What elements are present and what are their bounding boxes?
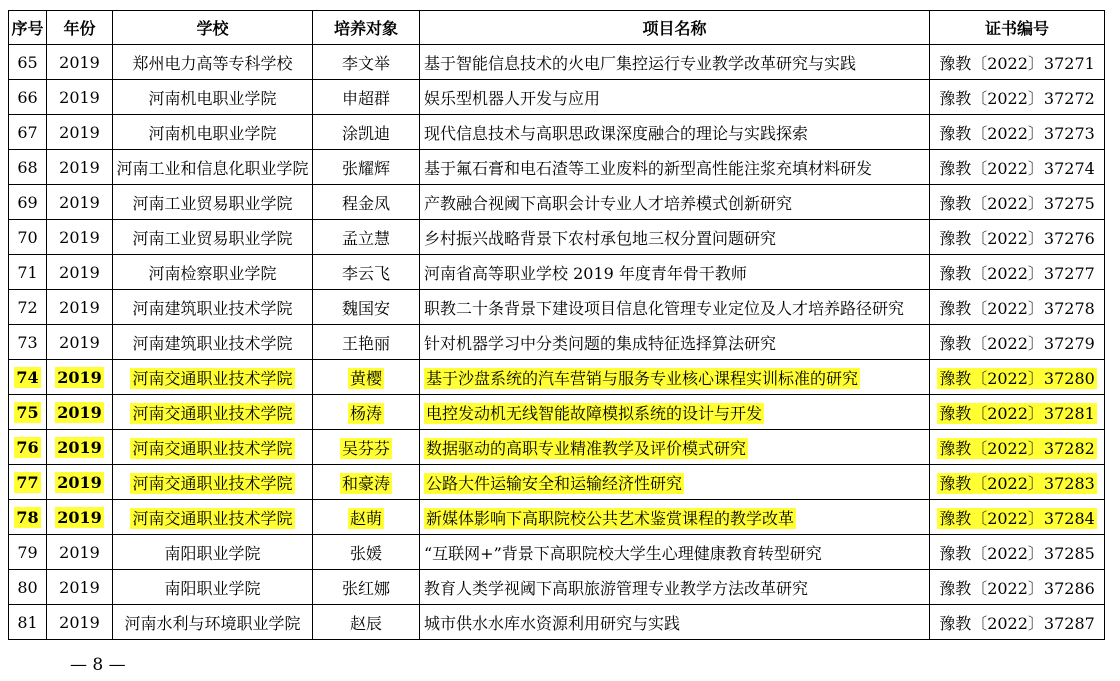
cell-year-text: 2019 <box>57 367 102 387</box>
cell-school <box>113 430 313 465</box>
cell-person-text: 王艳丽 <box>341 333 390 353</box>
table-row <box>9 290 1105 325</box>
cell-school <box>113 255 313 290</box>
cell-year-text: 2019 <box>59 612 100 632</box>
cell-project-text: 基于沙盘系统的汽车营销与服务专业核心课程实训标准的研究 <box>426 368 859 388</box>
cell-person-text: 程金凤 <box>341 193 390 213</box>
cell-index-text: 76 <box>16 437 39 457</box>
cell-year <box>47 500 113 535</box>
cell-index-text: 65 <box>17 52 38 72</box>
header-index: 序号 <box>9 11 47 45</box>
cell-certificate-text: 豫教〔2022〕37285 <box>939 543 1095 563</box>
cell-person <box>313 535 420 570</box>
cell-index <box>9 220 47 255</box>
cell-index <box>9 150 47 185</box>
cell-school <box>113 500 313 535</box>
cell-school-text: 河南交通职业技术学院 <box>132 438 293 458</box>
cell-certificate-text: 豫教〔2022〕37272 <box>939 88 1095 108</box>
cell-person <box>313 45 420 80</box>
cell-person-text: 张红娜 <box>341 578 390 598</box>
cell-year <box>47 535 113 570</box>
header-certificate: 证书编号 <box>930 11 1105 45</box>
table-row <box>9 325 1105 360</box>
cell-person-text: 黄樱 <box>349 368 382 388</box>
cell-year-text: 2019 <box>59 542 100 562</box>
cell-school-text: 南阳职业学院 <box>164 543 261 563</box>
cell-year <box>47 290 113 325</box>
cell-person-text: 赵萌 <box>349 508 382 528</box>
cell-person <box>313 605 420 640</box>
cell-school <box>113 220 313 255</box>
cell-index <box>9 80 47 115</box>
page-number: — 8 — <box>70 655 126 675</box>
table-row <box>9 360 1105 395</box>
cell-certificate <box>930 325 1105 360</box>
cell-year-text: 2019 <box>59 577 100 597</box>
cell-certificate <box>930 220 1105 255</box>
cell-year-text: 2019 <box>59 227 100 247</box>
cell-project-text: 乡村振兴战略背景下农村承包地三权分置问题研究 <box>424 228 777 248</box>
cell-certificate-text: 豫教〔2022〕37273 <box>939 123 1095 143</box>
cell-certificate <box>930 290 1105 325</box>
cell-person-text: 张媛 <box>349 543 382 563</box>
cell-certificate <box>930 465 1105 500</box>
cell-certificate <box>930 430 1105 465</box>
cell-year <box>47 465 113 500</box>
cell-certificate-text: 豫教〔2022〕37286 <box>939 578 1095 598</box>
cell-year-text: 2019 <box>59 192 100 212</box>
cell-index <box>9 465 47 500</box>
cell-project <box>420 430 930 465</box>
cell-index <box>9 290 47 325</box>
cell-certificate <box>930 255 1105 290</box>
cell-certificate-text: 豫教〔2022〕37283 <box>939 473 1095 493</box>
cell-index-text: 73 <box>17 332 38 352</box>
cell-school-text: 河南机电职业学院 <box>148 88 277 108</box>
table-row <box>9 45 1105 80</box>
cell-person-text: 李云飞 <box>341 263 390 283</box>
cell-index <box>9 570 47 605</box>
cell-person <box>313 150 420 185</box>
cell-project-text: 河南省高等职业学校 2019 年度青年骨干教师 <box>424 263 747 283</box>
cell-person <box>313 80 420 115</box>
cell-certificate <box>930 535 1105 570</box>
cell-certificate <box>930 185 1105 220</box>
cell-project-text: 针对机器学习中分类问题的集成特征选择算法研究 <box>424 333 777 353</box>
cell-index-text: 70 <box>17 227 38 247</box>
cell-school <box>113 80 313 115</box>
cell-certificate-text: 豫教〔2022〕37284 <box>939 508 1095 528</box>
cell-certificate-text: 豫教〔2022〕37281 <box>939 403 1095 423</box>
cell-project <box>420 570 930 605</box>
cell-index-text: 80 <box>17 577 38 597</box>
cell-certificate <box>930 395 1105 430</box>
cell-index <box>9 360 47 395</box>
table-row <box>9 255 1105 290</box>
cell-year <box>47 150 113 185</box>
table-row <box>9 465 1105 500</box>
cell-certificate-text: 豫教〔2022〕37279 <box>939 333 1095 353</box>
cell-certificate <box>930 605 1105 640</box>
cell-person-text: 张耀辉 <box>341 158 390 178</box>
cell-year <box>47 605 113 640</box>
cell-index <box>9 500 47 535</box>
cell-school-text: 郑州电力高等专科学校 <box>132 53 293 73</box>
cell-school-text: 河南交通职业技术学院 <box>132 508 293 528</box>
cell-index-text: 68 <box>17 157 38 177</box>
cell-person <box>313 395 420 430</box>
cell-person <box>313 220 420 255</box>
cell-project <box>420 255 930 290</box>
cell-year-text: 2019 <box>59 332 100 352</box>
cell-person <box>313 115 420 150</box>
cell-certificate <box>930 360 1105 395</box>
cell-person-text: 魏国安 <box>341 298 390 318</box>
cell-index-text: 75 <box>16 402 39 422</box>
cell-certificate <box>930 570 1105 605</box>
cell-project-text: 新媒体影响下高职院校公共艺术鉴赏课程的教学改革 <box>426 508 795 528</box>
table-row <box>9 535 1105 570</box>
cell-project <box>420 220 930 255</box>
cell-school-text: 河南工业贸易职业学院 <box>132 193 293 213</box>
cell-person <box>313 185 420 220</box>
header-year: 年份 <box>47 11 113 45</box>
cell-project <box>420 605 930 640</box>
cell-year-text: 2019 <box>59 262 100 282</box>
cell-project <box>420 395 930 430</box>
cell-certificate-text: 豫教〔2022〕37287 <box>939 613 1095 633</box>
cell-index-text: 67 <box>17 122 38 142</box>
cell-school <box>113 360 313 395</box>
cell-person <box>313 570 420 605</box>
table-row <box>9 605 1105 640</box>
cell-school <box>113 395 313 430</box>
cell-person <box>313 360 420 395</box>
table-body <box>9 45 1105 640</box>
cell-project <box>420 325 930 360</box>
cell-project <box>420 185 930 220</box>
header-person: 培养对象 <box>313 11 420 45</box>
cell-school <box>113 325 313 360</box>
cell-index <box>9 185 47 220</box>
cell-person <box>313 500 420 535</box>
cell-year-text: 2019 <box>59 157 100 177</box>
cell-project <box>420 500 930 535</box>
cell-school <box>113 570 313 605</box>
cell-school-text: 河南检察职业学院 <box>148 263 277 283</box>
cell-year <box>47 430 113 465</box>
cell-year <box>47 325 113 360</box>
cell-index-text: 66 <box>17 87 38 107</box>
cell-index <box>9 325 47 360</box>
table-row <box>9 500 1105 535</box>
cell-project-text: 公路大件运输安全和运输经济性研究 <box>426 473 683 493</box>
cell-person <box>313 325 420 360</box>
header-school: 学校 <box>113 11 313 45</box>
cell-index-text: 81 <box>17 612 38 632</box>
cell-certificate-text: 豫教〔2022〕37274 <box>939 158 1095 178</box>
cell-project <box>420 150 930 185</box>
cell-person-text: 杨涛 <box>349 403 382 423</box>
table-row <box>9 430 1105 465</box>
table-row <box>9 115 1105 150</box>
cell-index <box>9 535 47 570</box>
cell-school-text: 南阳职业学院 <box>164 578 261 598</box>
cell-index-text: 72 <box>17 297 38 317</box>
cell-index <box>9 255 47 290</box>
cell-person-text: 吴芬芬 <box>341 438 390 458</box>
cell-index <box>9 115 47 150</box>
table-row <box>9 185 1105 220</box>
table-row <box>9 395 1105 430</box>
cell-year <box>47 185 113 220</box>
cell-year <box>47 360 113 395</box>
cell-project-text: 产教融合视阈下高职会计专业人才培养模式创新研究 <box>424 193 793 213</box>
cell-year <box>47 570 113 605</box>
cell-certificate-text: 豫教〔2022〕37282 <box>939 438 1095 458</box>
cell-year <box>47 80 113 115</box>
cell-school <box>113 605 313 640</box>
cell-year-text: 2019 <box>59 52 100 72</box>
project-table <box>8 10 1105 640</box>
cell-project-text: 教育人类学视阈下高职旅游管理专业教学方法改革研究 <box>424 578 809 598</box>
cell-certificate-text: 豫教〔2022〕37280 <box>939 368 1095 388</box>
cell-project-text: 职教二十条背景下建设项目信息化管理专业定位及人才培养路径研究 <box>424 298 905 318</box>
cell-project-text: 现代信息技术与高职思政课深度融合的理论与实践探索 <box>424 123 809 143</box>
cell-year <box>47 255 113 290</box>
cell-project-text: 基于氟石膏和电石渣等工业废料的新型高性能注浆充填材料研发 <box>424 158 873 178</box>
cell-project-text: 数据驱动的高职专业精准教学及评价模式研究 <box>426 438 747 458</box>
header-project: 项目名称 <box>420 11 930 45</box>
cell-certificate-text: 豫教〔2022〕37276 <box>939 228 1095 248</box>
cell-school-text: 河南交通职业技术学院 <box>132 473 293 493</box>
cell-school <box>113 465 313 500</box>
cell-project-text: 基于智能信息技术的火电厂集控运行专业教学改革研究与实践 <box>424 53 857 73</box>
cell-index-text: 79 <box>17 542 38 562</box>
cell-school <box>113 290 313 325</box>
cell-year-text: 2019 <box>57 472 102 492</box>
cell-index <box>9 45 47 80</box>
table-row <box>9 570 1105 605</box>
cell-person-text: 孟立慧 <box>341 228 390 248</box>
cell-certificate <box>930 150 1105 185</box>
cell-project <box>420 115 930 150</box>
cell-school <box>113 115 313 150</box>
cell-school-text: 河南建筑职业技术学院 <box>132 298 293 318</box>
cell-certificate <box>930 45 1105 80</box>
cell-year-text: 2019 <box>59 297 100 317</box>
cell-school <box>113 185 313 220</box>
cell-project-text: 电控发动机无线智能故障模拟系统的设计与开发 <box>426 403 763 423</box>
cell-school-text: 河南水利与环境职业学院 <box>124 613 301 633</box>
cell-person <box>313 290 420 325</box>
cell-certificate <box>930 80 1105 115</box>
cell-index-text: 71 <box>17 262 38 282</box>
cell-year <box>47 115 113 150</box>
cell-year-text: 2019 <box>59 122 100 142</box>
cell-person-text: 申超群 <box>341 88 390 108</box>
cell-index-text: 74 <box>16 367 39 387</box>
cell-person-text: 涂凯迪 <box>341 123 390 143</box>
cell-index-text: 77 <box>16 472 39 492</box>
cell-project-text: 娱乐型机器人开发与应用 <box>424 88 601 108</box>
cell-year <box>47 220 113 255</box>
cell-school-text: 河南交通职业技术学院 <box>132 403 293 423</box>
cell-project <box>420 535 930 570</box>
cell-certificate <box>930 500 1105 535</box>
cell-school <box>113 535 313 570</box>
table-row <box>9 80 1105 115</box>
cell-person-text: 赵辰 <box>349 613 382 633</box>
cell-school-text: 河南建筑职业技术学院 <box>132 333 293 353</box>
cell-index-text: 78 <box>16 507 39 527</box>
cell-year-text: 2019 <box>57 437 102 457</box>
table-header-row <box>9 11 1105 45</box>
cell-index-text: 69 <box>17 192 38 212</box>
cell-person <box>313 465 420 500</box>
table-row <box>9 220 1105 255</box>
cell-certificate-text: 豫教〔2022〕37278 <box>939 298 1095 318</box>
cell-project <box>420 290 930 325</box>
cell-school <box>113 45 313 80</box>
cell-year-text: 2019 <box>57 402 102 422</box>
cell-year <box>47 45 113 80</box>
cell-project <box>420 360 930 395</box>
cell-project-text: 城市供水水库水资源利用研究与实践 <box>424 613 681 633</box>
table-row <box>9 150 1105 185</box>
cell-year <box>47 395 113 430</box>
cell-certificate-text: 豫教〔2022〕37271 <box>939 53 1095 73</box>
cell-project-text: “互联网+”背景下高职院校大学生心理健康教育转型研究 <box>424 543 822 563</box>
cell-school-text: 河南交通职业技术学院 <box>132 368 293 388</box>
cell-certificate-text: 豫教〔2022〕37275 <box>939 193 1095 213</box>
cell-person <box>313 430 420 465</box>
cell-school-text: 河南机电职业学院 <box>148 123 277 143</box>
cell-project <box>420 80 930 115</box>
cell-project <box>420 45 930 80</box>
cell-certificate-text: 豫教〔2022〕37277 <box>939 263 1095 283</box>
cell-person <box>313 255 420 290</box>
cell-person-text: 李文举 <box>341 53 390 73</box>
cell-school-text: 河南工业和信息化职业学院 <box>116 158 309 178</box>
cell-year-text: 2019 <box>57 507 102 527</box>
cell-certificate <box>930 115 1105 150</box>
cell-school-text: 河南工业贸易职业学院 <box>132 228 293 248</box>
cell-person-text: 和豪涛 <box>341 473 390 493</box>
cell-year-text: 2019 <box>59 87 100 107</box>
cell-school <box>113 150 313 185</box>
cell-index <box>9 605 47 640</box>
cell-index <box>9 430 47 465</box>
cell-index <box>9 395 47 430</box>
cell-project <box>420 465 930 500</box>
